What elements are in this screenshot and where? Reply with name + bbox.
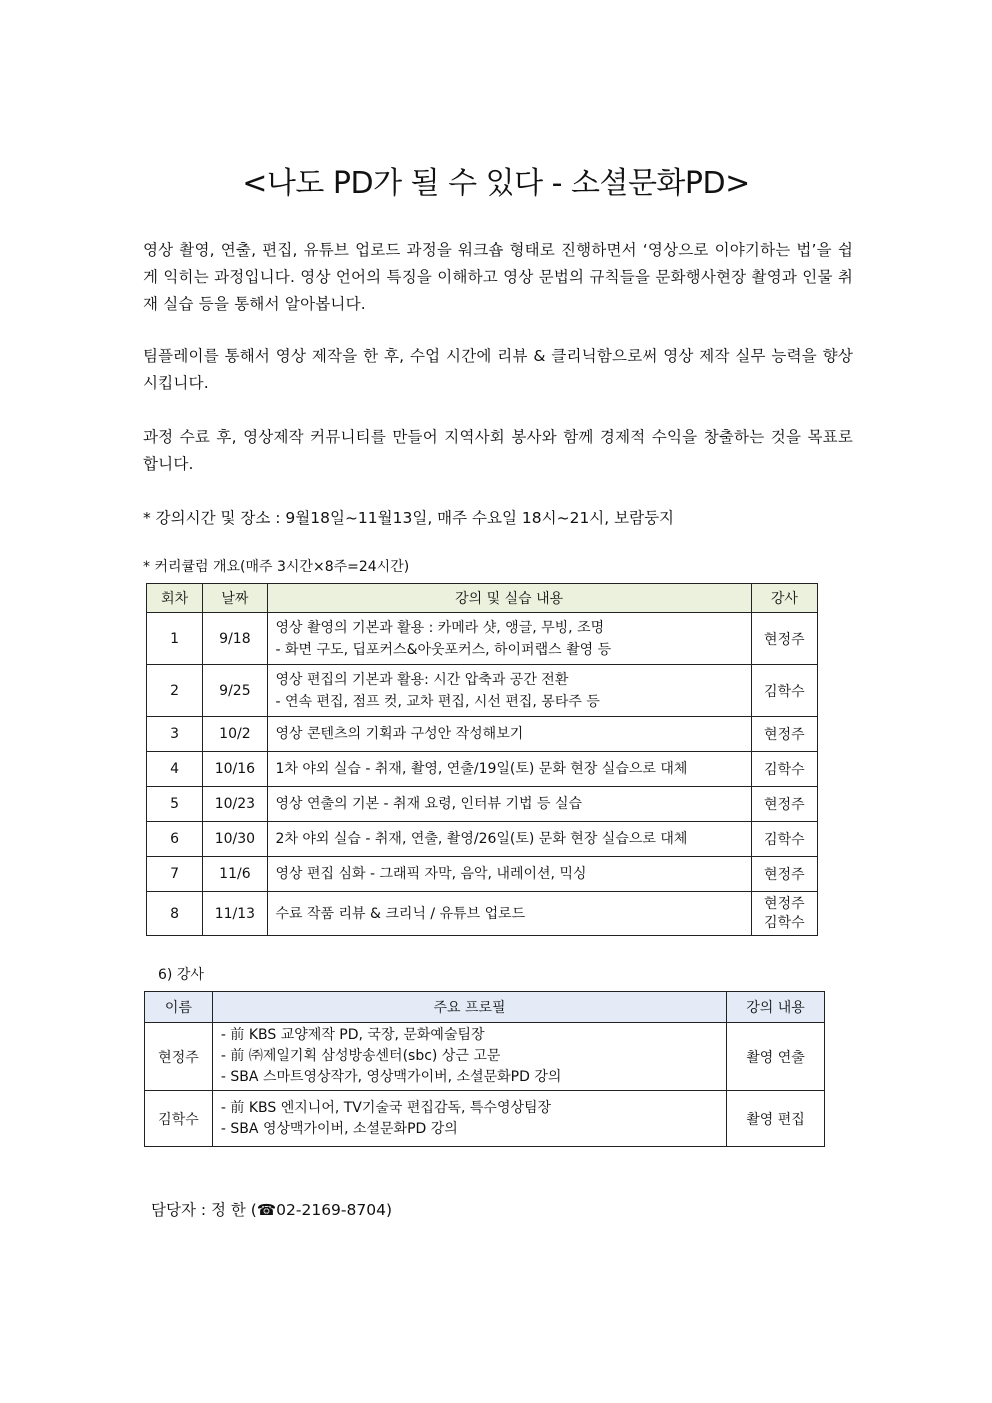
table-row	[147, 665, 818, 717]
schedule-info: * 강의시간 및 장소 : 9월18일~11월13일, 매주 수요일 18시~21시, 보람둥지	[143, 509, 675, 527]
session-content: 영상 편집 심화 - 그래픽 자막, 음악, 내레이션, 믹싱	[267, 857, 751, 892]
instructor-topic: 촬영 편집	[727, 1091, 825, 1147]
header-instructor: 강사	[751, 584, 817, 613]
header-profile: 주요 프로필	[212, 992, 726, 1023]
contact-info: 담당자 : 정 한 (☎02-2169-8704)	[151, 1201, 392, 1219]
instructor-line: 김학수	[764, 914, 805, 931]
session-date: 9/18	[203, 613, 267, 665]
curriculum-header-row	[147, 584, 818, 613]
header-session: 회차	[147, 584, 203, 613]
session-no: 7	[147, 857, 203, 892]
table-row	[147, 892, 818, 936]
session-no: 5	[147, 787, 203, 822]
session-instructor	[751, 892, 817, 936]
curriculum-table	[146, 583, 818, 936]
session-date: 10/23	[203, 787, 267, 822]
session-instructor: 김학수	[751, 822, 817, 857]
session-date: 11/6	[203, 857, 267, 892]
table-row	[145, 1023, 825, 1091]
intro-paragraph-1: 영상 촬영, 연출, 편집, 유튜브 업로드 과정을 워크숍 형태로 진행하면서 ‘영상으로 이야기하는 법’을 쉽게 익히는 과정입니다. 영상 언어의 특징을 이해하고 영상 문법의 규칙들을 문화행사현장 촬영과 인물 취재 실습 등을 통해서 알아봅니다.	[143, 241, 853, 313]
profile-line: - 前 KBS 교양제작 PD, 국장, 문화예술팀장	[220, 1027, 485, 1043]
table-row	[147, 752, 818, 787]
session-instructor: 현정주	[751, 787, 817, 822]
table-row	[147, 717, 818, 752]
profile-line: - SBA 스마트영상작가, 영상맥가이버, 소셜문화PD 강의	[220, 1069, 562, 1085]
table-row	[147, 787, 818, 822]
session-date: 10/2	[203, 717, 267, 752]
intro-paragraph-2: 팀플레이를 통해서 영상 제작을 한 후, 수업 시간에 리뷰 & 클리닉함으로써 영상 제작 실무 능력을 향상시킵니다.	[143, 347, 853, 392]
session-no: 6	[147, 822, 203, 857]
session-no: 2	[147, 665, 203, 717]
session-content: 영상 콘텐츠의 기획과 구성안 작성해보기	[267, 717, 751, 752]
content-line: 영상 편집의 기본과 활용: 시간 압축과 공간 전환	[275, 671, 569, 688]
session-instructor: 김학수	[751, 665, 817, 717]
instructor-profile	[212, 1023, 726, 1091]
header-name: 이름	[145, 992, 213, 1023]
instructors-table	[144, 991, 825, 1147]
session-date: 11/13	[203, 892, 267, 936]
curriculum-heading: * 커리큘럼 개요(매주 3시간×8주=24시간)	[143, 559, 410, 575]
session-instructor: 현정주	[751, 613, 817, 665]
content-line: - 화면 구도, 딥포커스&아웃포커스, 하이퍼랩스 촬영 등	[275, 641, 612, 658]
session-no: 3	[147, 717, 203, 752]
content-line: 영상 촬영의 기본과 활용 : 카메라 샷, 앵글, 무빙, 조명	[275, 619, 605, 636]
instructor-profile	[212, 1091, 726, 1147]
session-date: 9/25	[203, 665, 267, 717]
table-row	[147, 613, 818, 665]
instructor-name: 김학수	[145, 1091, 213, 1147]
table-row	[147, 857, 818, 892]
session-date: 10/30	[203, 822, 267, 857]
session-no: 1	[147, 613, 203, 665]
profile-line: - SBA 영상맥가이버, 소셜문화PD 강의	[220, 1120, 458, 1137]
session-content: 2차 야외 실습 - 취재, 연출, 촬영/26일(토) 문화 현장 실습으로 대체	[267, 822, 751, 857]
session-date: 10/16	[203, 752, 267, 787]
session-content: 영상 연출의 기본 - 취재 요령, 인터뷰 기법 등 실습	[267, 787, 751, 822]
session-content	[267, 665, 751, 717]
profile-line: - 前 ㈜제일기획 삼성방송센터(sbc) 상근 고문	[220, 1048, 501, 1064]
table-row	[147, 822, 818, 857]
intro-paragraph-3: 과정 수료 후, 영상제작 커뮤니티를 만들어 지역사회 봉사와 함께 경제적 수익을 창출하는 것을 목표로 합니다.	[143, 428, 853, 473]
header-topic: 강의 내용	[727, 992, 825, 1023]
session-no: 8	[147, 892, 203, 936]
header-content: 강의 및 실습 내용	[267, 584, 751, 613]
session-content	[267, 613, 751, 665]
profile-line: - 前 KBS 엔지니어, TV기술국 편집감독, 특수영상팀장	[220, 1099, 552, 1116]
session-content: 수료 작품 리뷰 & 크리닉 / 유튜브 업로드	[267, 892, 751, 936]
instructor-line: 현정주	[764, 895, 805, 912]
content-line: - 연속 편집, 점프 컷, 교차 편집, 시선 편집, 몽타주 등	[275, 693, 600, 710]
session-content: 1차 야외 실습 - 취재, 촬영, 연출/19일(토) 문화 현장 실습으로 대체	[267, 752, 751, 787]
page-title: <나도 PD가 될 수 있다 - 소셜문화PD>	[242, 166, 750, 201]
table-row	[145, 1091, 825, 1147]
session-instructor: 현정주	[751, 857, 817, 892]
instructors-heading: 6) 강사	[158, 967, 204, 983]
instructor-topic: 촬영 연출	[727, 1023, 825, 1091]
session-instructor: 현정주	[751, 717, 817, 752]
instructor-name: 현정주	[145, 1023, 213, 1091]
header-date: 날짜	[203, 584, 267, 613]
session-instructor: 김학수	[751, 752, 817, 787]
session-no: 4	[147, 752, 203, 787]
instructors-header-row	[145, 992, 825, 1023]
